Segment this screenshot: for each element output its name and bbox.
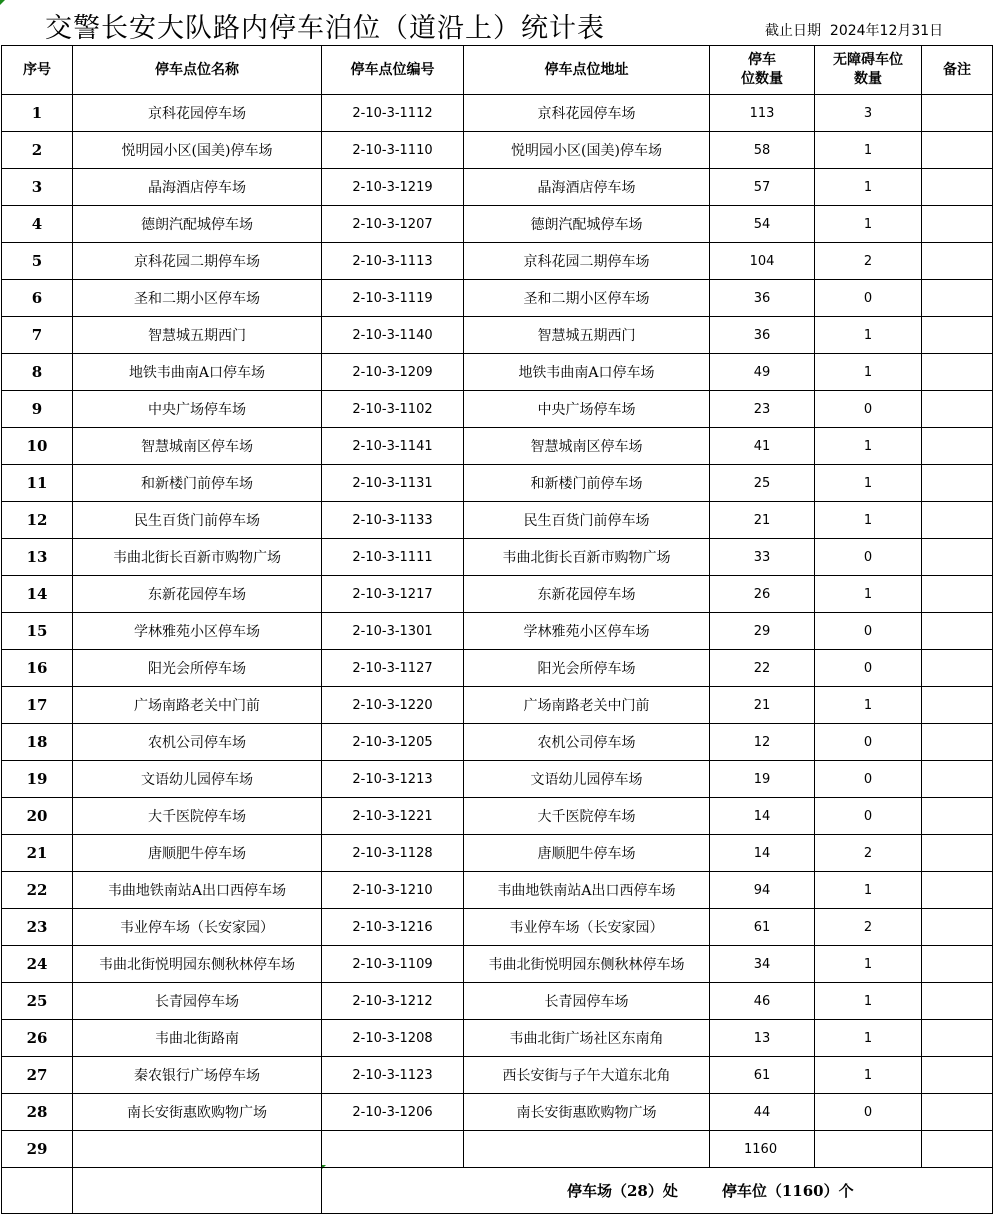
cell-count: 12 — [710, 724, 815, 761]
cell-accessible: 1 — [815, 317, 922, 354]
cell-code: 2-10-3-1210 — [322, 872, 464, 909]
cell-accessible: 1 — [815, 465, 922, 502]
cell-accessible: 1 — [815, 983, 922, 1020]
table-row — [2, 687, 993, 724]
cell-code: 2-10-3-1212 — [322, 983, 464, 1020]
cell-count: 26 — [710, 576, 815, 613]
summary-seq — [2, 1168, 73, 1214]
cell-count: 14 — [710, 835, 815, 872]
table-row — [2, 428, 993, 465]
cell-seq: 22 — [2, 872, 73, 909]
header-accessible-line2: 数量 — [854, 71, 882, 87]
cell-name: 京科花园停车场 — [73, 95, 322, 132]
table-row — [2, 243, 993, 280]
total-note — [922, 1131, 993, 1168]
total-address — [464, 1131, 710, 1168]
cell-accessible: 0 — [815, 761, 922, 798]
cell-code: 2-10-3-1131 — [322, 465, 464, 502]
cell-count: 21 — [710, 502, 815, 539]
cell-code: 2-10-3-1216 — [322, 909, 464, 946]
cell-count: 41 — [710, 428, 815, 465]
summary-spaces: 停车位（1160）个 — [721, 1182, 854, 1200]
cell-count: 34 — [710, 946, 815, 983]
cell-count: 57 — [710, 169, 815, 206]
cell-address: 圣和二期小区停车场 — [464, 280, 710, 317]
cell-name: 智慧城五期西门 — [73, 317, 322, 354]
cell-accessible: 0 — [815, 798, 922, 835]
header-seq: 序号 — [2, 46, 73, 95]
cell-address: 京科花园停车场 — [464, 95, 710, 132]
table-row — [2, 798, 993, 835]
cell-address: 文语幼儿园停车场 — [464, 761, 710, 798]
cell-note — [922, 798, 993, 835]
cell-note — [922, 95, 993, 132]
cell-note — [922, 1057, 993, 1094]
cell-accessible: 2 — [815, 243, 922, 280]
cell-address: 农机公司停车场 — [464, 724, 710, 761]
cell-address: 唐顺肥牛停车场 — [464, 835, 710, 872]
cell-address: 韦业停车场（长安家园） — [464, 909, 710, 946]
cell-name: 阳光会所停车场 — [73, 650, 322, 687]
summary-lots: 停车场（28）处 — [567, 1182, 678, 1200]
cell-count: 94 — [710, 872, 815, 909]
cell-code: 2-10-3-1221 — [322, 798, 464, 835]
cell-name: 京科花园二期停车场 — [73, 243, 322, 280]
cell-name: 学林雅苑小区停车场 — [73, 613, 322, 650]
table-row — [2, 95, 993, 132]
cell-count: 25 — [710, 465, 815, 502]
cell-note — [922, 872, 993, 909]
cell-code: 2-10-3-1208 — [322, 1020, 464, 1057]
table-row — [2, 1057, 993, 1094]
cell-name: 韦曲北街长百新市购物广场 — [73, 539, 322, 576]
cell-accessible: 3 — [815, 95, 922, 132]
cell-count: 58 — [710, 132, 815, 169]
cell-code: 2-10-3-1141 — [322, 428, 464, 465]
cell-name: 韦业停车场（长安家园） — [73, 909, 322, 946]
table-row — [2, 1020, 993, 1057]
cell-note — [922, 243, 993, 280]
cell-address: 和新楼门前停车场 — [464, 465, 710, 502]
cell-accessible: 0 — [815, 613, 922, 650]
cell-name: 地铁韦曲南A口停车场 — [73, 354, 322, 391]
cell-name: 东新花园停车场 — [73, 576, 322, 613]
cell-seq: 2 — [2, 132, 73, 169]
cell-address: 智慧城南区停车场 — [464, 428, 710, 465]
table-row — [2, 613, 993, 650]
cell-address: 德朗汽配城停车场 — [464, 206, 710, 243]
table-row — [2, 317, 993, 354]
cell-code: 2-10-3-1123 — [322, 1057, 464, 1094]
cell-accessible: 1 — [815, 872, 922, 909]
cell-seq: 20 — [2, 798, 73, 835]
cell-accessible: 1 — [815, 354, 922, 391]
cutoff-date — [765, 20, 943, 40]
cell-note — [922, 354, 993, 391]
total-accessible — [815, 1131, 922, 1168]
cell-code: 2-10-3-1206 — [322, 1094, 464, 1131]
cutoff-date-label: 截止日期 — [765, 23, 821, 39]
cell-count: 36 — [710, 280, 815, 317]
header-count-line2: 位数量 — [741, 71, 783, 87]
cutoff-date-value: 2024年12月31日 — [829, 23, 944, 39]
header-note: 备注 — [922, 46, 993, 95]
cell-seq: 15 — [2, 613, 73, 650]
table-row — [2, 576, 993, 613]
cell-seq: 13 — [2, 539, 73, 576]
cell-address: 阳光会所停车场 — [464, 650, 710, 687]
cell-name: 中央广场停车场 — [73, 391, 322, 428]
cell-code: 2-10-3-1112 — [322, 95, 464, 132]
cell-count: 29 — [710, 613, 815, 650]
table-row — [2, 724, 993, 761]
header-name: 停车点位名称 — [73, 46, 322, 95]
cell-seq: 28 — [2, 1094, 73, 1131]
cell-seq: 26 — [2, 1020, 73, 1057]
table-row — [2, 354, 993, 391]
total-code — [322, 1131, 464, 1168]
page-title: 交警长安大队路内停车泊位（道沿上）统计表 — [45, 13, 605, 44]
cell-accessible: 1 — [815, 687, 922, 724]
cell-address: 韦曲北街悦明园东侧秋林停车场 — [464, 946, 710, 983]
cell-name: 韦曲地铁南站A出口西停车场 — [73, 872, 322, 909]
cell-address: 西长安街与子午大道东北角 — [464, 1057, 710, 1094]
cell-code: 2-10-3-1140 — [322, 317, 464, 354]
cell-count: 23 — [710, 391, 815, 428]
table-row — [2, 761, 993, 798]
cell-code: 2-10-3-1213 — [322, 761, 464, 798]
cell-address: 中央广场停车场 — [464, 391, 710, 428]
cell-seq: 3 — [2, 169, 73, 206]
cell-code: 2-10-3-1128 — [322, 835, 464, 872]
summary-name — [73, 1168, 322, 1214]
cell-count: 113 — [710, 95, 815, 132]
table-row — [2, 280, 993, 317]
cell-name: 南长安街惠欧购物广场 — [73, 1094, 322, 1131]
cell-count: 54 — [710, 206, 815, 243]
cell-seq: 11 — [2, 465, 73, 502]
cell-note — [922, 687, 993, 724]
cell-name: 韦曲北街悦明园东侧秋林停车场 — [73, 946, 322, 983]
cell-accessible: 1 — [815, 169, 922, 206]
table-row — [2, 909, 993, 946]
cell-address: 大千医院停车场 — [464, 798, 710, 835]
cell-note — [922, 909, 993, 946]
cell-code: 2-10-3-1102 — [322, 391, 464, 428]
cell-count: 61 — [710, 909, 815, 946]
cell-code: 2-10-3-1119 — [322, 280, 464, 317]
cell-seq: 19 — [2, 761, 73, 798]
cell-accessible: 1 — [815, 1020, 922, 1057]
cell-address: 南长安街惠欧购物广场 — [464, 1094, 710, 1131]
cell-accessible: 2 — [815, 909, 922, 946]
cell-seq: 21 — [2, 835, 73, 872]
cell-name: 农机公司停车场 — [73, 724, 322, 761]
header-row — [2, 46, 993, 95]
cell-accessible: 0 — [815, 650, 922, 687]
cell-name: 智慧城南区停车场 — [73, 428, 322, 465]
cell-count: 33 — [710, 539, 815, 576]
cell-note — [922, 835, 993, 872]
cell-count: 44 — [710, 1094, 815, 1131]
cell-seq: 4 — [2, 206, 73, 243]
cell-code: 2-10-3-1133 — [322, 502, 464, 539]
cell-address: 京科花园二期停车场 — [464, 243, 710, 280]
header-address: 停车点位地址 — [464, 46, 710, 95]
cell-note — [922, 391, 993, 428]
cell-seq: 14 — [2, 576, 73, 613]
table-row — [2, 391, 993, 428]
cell-seq: 25 — [2, 983, 73, 1020]
table-row — [2, 132, 993, 169]
cell-address: 韦曲地铁南站A出口西停车场 — [464, 872, 710, 909]
cell-note — [922, 169, 993, 206]
cell-accessible: 0 — [815, 280, 922, 317]
cell-seq: 8 — [2, 354, 73, 391]
cell-name: 大千医院停车场 — [73, 798, 322, 835]
header-accessible — [815, 46, 922, 95]
total-seq: 29 — [2, 1131, 73, 1168]
cell-note — [922, 650, 993, 687]
summary-row — [2, 1168, 993, 1214]
cell-seq: 27 — [2, 1057, 73, 1094]
cell-seq: 23 — [2, 909, 73, 946]
cell-accessible: 0 — [815, 724, 922, 761]
cell-accessible: 1 — [815, 576, 922, 613]
cell-note — [922, 983, 993, 1020]
cell-code: 2-10-3-1127 — [322, 650, 464, 687]
cell-seq: 16 — [2, 650, 73, 687]
cell-code: 2-10-3-1220 — [322, 687, 464, 724]
table-row — [2, 502, 993, 539]
table-row — [2, 465, 993, 502]
cell-count: 21 — [710, 687, 815, 724]
cell-note — [922, 502, 993, 539]
cell-count: 13 — [710, 1020, 815, 1057]
corner-marker — [0, 0, 5, 5]
cell-note — [922, 724, 993, 761]
cell-count: 22 — [710, 650, 815, 687]
cell-address: 东新花园停车场 — [464, 576, 710, 613]
cell-note — [922, 132, 993, 169]
cell-note — [922, 613, 993, 650]
cell-address: 韦曲北街广场社区东南角 — [464, 1020, 710, 1057]
table-row — [2, 835, 993, 872]
cell-seq: 17 — [2, 687, 73, 724]
cell-accessible: 1 — [815, 428, 922, 465]
header-accessible-line1: 无障碍车位 — [833, 52, 903, 68]
cell-note — [922, 1094, 993, 1131]
header-count — [710, 46, 815, 95]
header-code: 停车点位编号 — [322, 46, 464, 95]
cell-note — [922, 761, 993, 798]
header-count-line1: 停车 — [748, 52, 776, 68]
cell-count: 49 — [710, 354, 815, 391]
cell-code: 2-10-3-1111 — [322, 539, 464, 576]
cell-name: 文语幼儿园停车场 — [73, 761, 322, 798]
cell-address: 悦明园小区(国美)停车场 — [464, 132, 710, 169]
cell-seq: 24 — [2, 946, 73, 983]
table-row — [2, 650, 993, 687]
cell-note — [922, 206, 993, 243]
cell-count: 36 — [710, 317, 815, 354]
cell-count: 19 — [710, 761, 815, 798]
cell-code: 2-10-3-1219 — [322, 169, 464, 206]
cell-code: 2-10-3-1109 — [322, 946, 464, 983]
cell-code: 2-10-3-1205 — [322, 724, 464, 761]
cell-seq: 9 — [2, 391, 73, 428]
cell-code: 2-10-3-1301 — [322, 613, 464, 650]
cell-accessible: 0 — [815, 539, 922, 576]
cell-name: 韦曲北街路南 — [73, 1020, 322, 1057]
cell-address: 韦曲北街长百新市购物广场 — [464, 539, 710, 576]
cell-name: 晶海酒店停车场 — [73, 169, 322, 206]
cell-count: 104 — [710, 243, 815, 280]
table-row — [2, 872, 993, 909]
cell-count: 14 — [710, 798, 815, 835]
cell-name: 唐顺肥牛停车场 — [73, 835, 322, 872]
cell-note — [922, 280, 993, 317]
cell-code: 2-10-3-1110 — [322, 132, 464, 169]
cell-note — [922, 539, 993, 576]
parking-table — [1, 45, 993, 1214]
cell-seq: 7 — [2, 317, 73, 354]
cell-address: 广场南路老关中门前 — [464, 687, 710, 724]
cell-name: 德朗汽配城停车场 — [73, 206, 322, 243]
cell-address: 民生百货门前停车场 — [464, 502, 710, 539]
table-row — [2, 169, 993, 206]
cell-name: 民生百货门前停车场 — [73, 502, 322, 539]
table-row — [2, 1094, 993, 1131]
cell-seq: 10 — [2, 428, 73, 465]
cell-name: 和新楼门前停车场 — [73, 465, 322, 502]
table-row — [2, 206, 993, 243]
cell-code: 2-10-3-1209 — [322, 354, 464, 391]
cell-seq: 1 — [2, 95, 73, 132]
table-row — [2, 983, 993, 1020]
cell-note — [922, 576, 993, 613]
cell-address: 地铁韦曲南A口停车场 — [464, 354, 710, 391]
cell-name: 秦农银行广场停车场 — [73, 1057, 322, 1094]
cell-address: 长青园停车场 — [464, 983, 710, 1020]
cell-code: 2-10-3-1113 — [322, 243, 464, 280]
cell-name: 悦明园小区(国美)停车场 — [73, 132, 322, 169]
cell-note — [922, 465, 993, 502]
cell-code: 2-10-3-1207 — [322, 206, 464, 243]
cell-name: 广场南路老关中门前 — [73, 687, 322, 724]
cell-address: 晶海酒店停车场 — [464, 169, 710, 206]
cell-accessible: 2 — [815, 835, 922, 872]
cell-accessible: 1 — [815, 1057, 922, 1094]
cell-address: 智慧城五期西门 — [464, 317, 710, 354]
total-count: 1160 — [710, 1131, 815, 1168]
cell-name: 圣和二期小区停车场 — [73, 280, 322, 317]
cell-count: 46 — [710, 983, 815, 1020]
total-row — [2, 1131, 993, 1168]
cell-seq: 6 — [2, 280, 73, 317]
cell-seq: 12 — [2, 502, 73, 539]
cell-code: 2-10-3-1217 — [322, 576, 464, 613]
cell-note — [922, 428, 993, 465]
cell-accessible: 1 — [815, 206, 922, 243]
cell-note — [922, 317, 993, 354]
cell-accessible: 1 — [815, 132, 922, 169]
cell-accessible: 1 — [815, 946, 922, 983]
cell-note — [922, 946, 993, 983]
cell-accessible: 0 — [815, 391, 922, 428]
table-row — [2, 946, 993, 983]
cell-address: 学林雅苑小区停车场 — [464, 613, 710, 650]
summary-text — [322, 1168, 993, 1214]
cell-accessible: 0 — [815, 1094, 922, 1131]
cell-note — [922, 1020, 993, 1057]
cell-count: 61 — [710, 1057, 815, 1094]
cell-name: 长青园停车场 — [73, 983, 322, 1020]
cell-seq: 18 — [2, 724, 73, 761]
table-row — [2, 539, 993, 576]
cell-accessible: 1 — [815, 502, 922, 539]
cell-seq: 5 — [2, 243, 73, 280]
total-name — [73, 1131, 322, 1168]
